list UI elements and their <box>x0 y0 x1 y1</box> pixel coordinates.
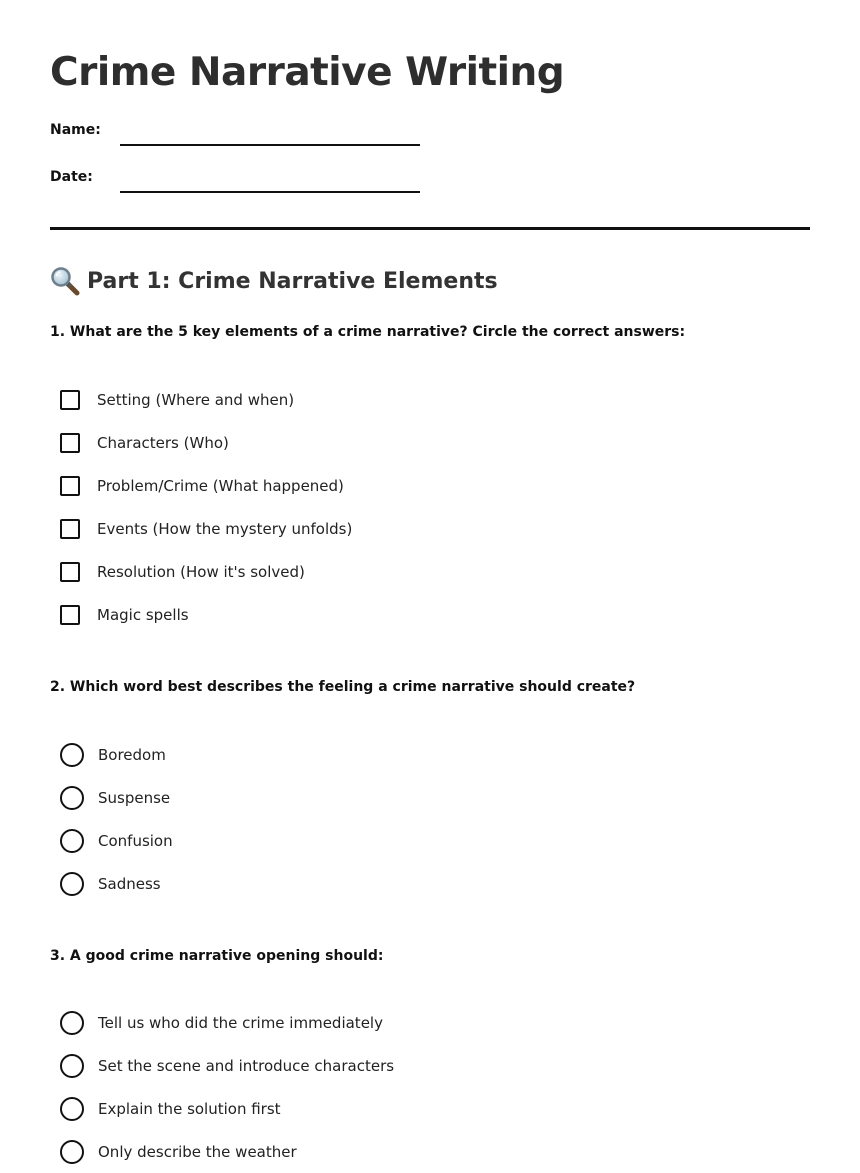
option-confusion[interactable] <box>60 819 173 862</box>
option-suspense[interactable] <box>60 776 173 819</box>
page-title: Crime Narrative Writing <box>50 50 565 95</box>
option-set-the-scene[interactable] <box>60 1044 394 1087</box>
date-label: Date: <box>50 169 93 185</box>
option-explain-solution[interactable] <box>60 1087 394 1130</box>
section-title-part-1 <box>50 266 498 296</box>
question-2: 2. Which word best describes the feeling a crime narrative should create? <box>50 679 636 695</box>
option-label: Characters (Who) <box>97 433 229 452</box>
radio-button[interactable] <box>60 1011 84 1035</box>
checkbox[interactable] <box>60 519 80 539</box>
checkbox[interactable] <box>60 476 80 496</box>
option-label: Tell us who did the crime immediately <box>98 1013 383 1032</box>
option-characters[interactable] <box>60 421 352 464</box>
date-field <box>50 163 470 193</box>
section-title-text: Part 1: Crime Narrative Elements <box>87 268 498 294</box>
checkbox[interactable] <box>60 605 80 625</box>
radio-button[interactable] <box>60 743 84 767</box>
option-label: Suspense <box>98 788 171 807</box>
name-field <box>50 116 470 146</box>
option-events[interactable] <box>60 507 352 550</box>
radio-button[interactable] <box>60 1140 84 1164</box>
option-resolution[interactable] <box>60 550 352 593</box>
option-label: Explain the solution first <box>98 1099 281 1118</box>
question-1: 1. What are the 5 key elements of a crime narrative? Circle the correct answers: <box>50 324 686 340</box>
option-magic-spells[interactable] <box>60 593 352 636</box>
date-input-line[interactable] <box>120 191 420 193</box>
checkbox[interactable] <box>60 390 80 410</box>
option-label: Confusion <box>98 831 173 850</box>
magnifying-glass-icon <box>50 266 80 296</box>
option-setting[interactable] <box>60 378 352 421</box>
option-label: Sadness <box>98 874 161 893</box>
option-tell-who-did-it[interactable] <box>60 1001 394 1044</box>
option-describe-weather[interactable] <box>60 1130 394 1173</box>
checkbox[interactable] <box>60 562 80 582</box>
option-boredom[interactable] <box>60 733 173 776</box>
option-label: Setting (Where and when) <box>97 390 295 409</box>
radio-button[interactable] <box>60 829 84 853</box>
option-label: Only describe the weather <box>98 1142 297 1161</box>
option-sadness[interactable] <box>60 862 173 905</box>
question-3-options <box>60 1001 394 1173</box>
option-label: Events (How the mystery unfolds) <box>97 519 353 538</box>
name-input-line[interactable] <box>120 144 420 146</box>
option-label: Resolution (How it's solved) <box>97 562 305 581</box>
option-label: Magic spells <box>97 605 189 624</box>
header-divider <box>50 227 810 230</box>
radio-button[interactable] <box>60 1097 84 1121</box>
option-problem-crime[interactable] <box>60 464 352 507</box>
radio-button[interactable] <box>60 872 84 896</box>
question-1-options <box>60 378 352 636</box>
option-label: Boredom <box>98 745 166 764</box>
option-label: Problem/Crime (What happened) <box>97 476 344 495</box>
checkbox[interactable] <box>60 433 80 453</box>
option-label: Set the scene and introduce characters <box>98 1056 395 1075</box>
name-label: Name: <box>50 122 101 138</box>
question-2-options <box>60 733 173 905</box>
radio-button[interactable] <box>60 1054 84 1078</box>
radio-button[interactable] <box>60 786 84 810</box>
question-3: 3. A good crime narrative opening should: <box>50 948 384 964</box>
